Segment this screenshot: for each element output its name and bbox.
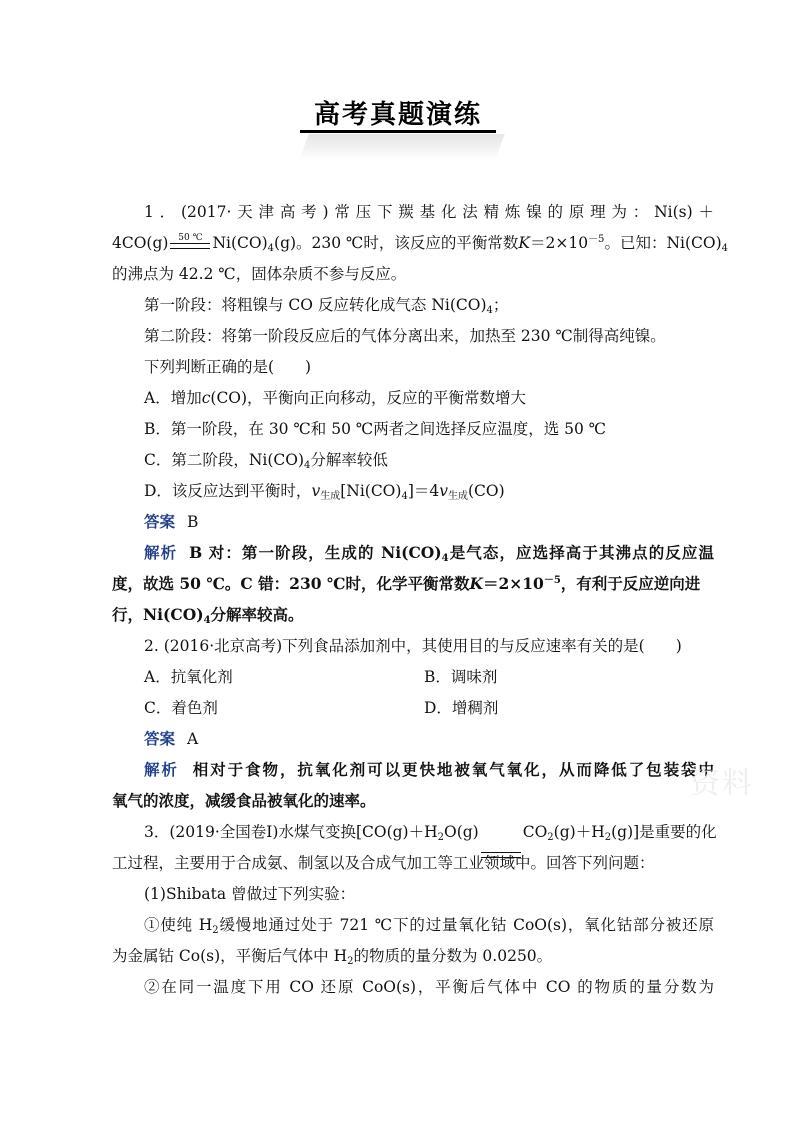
q3-line-4: ①使纯 $H_2$缓慢地通过处于 721 ℃下的过量氧化钴 CoO(s)，氧化钴部分被还原: [144, 916, 714, 936]
q1-answer: 答案 B: [144, 512, 199, 531]
q3-line-2: 工过程，主要用于合成氨、制氢以及合成气加工等工业领域中。回答下列问题：: [112, 854, 655, 872]
q1-option-d: D．该反应达到平衡时，$v_{生成}[Ni(CO)_4]=4v_{生成}(CO)$: [144, 482, 505, 502]
q1-option-b: B．第一阶段，在 30 ℃和 50 ℃两者之间选择反应温度，选 50 ℃: [144, 420, 607, 438]
q1-analysis-line-1: 解析 B 对：第一阶段，生成的 $Ni(CO)_4$是气态，应选择高于其沸点的反应温: [144, 543, 714, 564]
equilibrium-arrow: 50 ℃: [168, 228, 212, 261]
q2-analysis-line-2: 氧气的浓度，减缓食品被氧化的速率。: [112, 791, 376, 810]
page-header: [298, 88, 508, 168]
q1-option-a: A．增加c(CO)，平衡向正向移动，反应的平衡常数增大: [144, 389, 527, 407]
q2-analysis-line-1: 解析 相对于食物，抗氧化剂可以更快地被氧气氧化，从而降低了包装袋中: [144, 760, 714, 779]
q1-line-2: 4CO(g) $^{50 ℃}$ $Ni(CO)_4(g)$。230 ℃时，该反应的平衡常数$K=2\times 10^{-5}$。已知：$Ni(CO)_4$: [112, 228, 682, 258]
q1-line-1: 1．(2017·天津高考)常压下羰基化法精炼镍的原理为：Ni(s)＋: [144, 203, 714, 221]
q3-line-6: ②在同一温度下用 CO 还原 CoO(s)，平衡后气体中 CO 的物质的量分数为: [144, 978, 714, 996]
header-shadow: [299, 134, 504, 160]
q2-option-d: D．增稠剂: [424, 699, 499, 717]
header-underline: [300, 130, 496, 133]
q2-option-b: B．调味剂: [424, 668, 498, 686]
q1-option-c: C．第二阶段，$Ni(CO)_4$分解率较低: [144, 451, 388, 471]
q2-option-c: C．着色剂: [144, 699, 218, 717]
q1-analysis-line-3: 行，$Ni(CO)_4$分解率较高。: [112, 605, 304, 626]
q1-line-5: 第二阶段：将第一阶段反应后的气体分离出来，加热至 230 ℃制得高纯镍。: [144, 327, 666, 345]
watermark: 资料: [690, 766, 754, 801]
page-title: 高考真题演练: [313, 100, 482, 130]
q2-options-row-2: [112, 693, 714, 723]
q1-line-3: 的沸点为 42.2 ℃，固体杂质不参与反应。: [112, 265, 407, 283]
q1-analysis-line-2: 度，故选 50 ℃。C 错：230 ℃时，化学平衡常数$K=2\times 10^{-5}$，有利于反应逆向进: [112, 574, 701, 593]
q2-answer: 答案 A: [144, 729, 199, 748]
q3-line-3: (1)Shibata 曾做过下列实验：: [144, 885, 356, 903]
q2-option-a: A．抗氧化剂: [144, 668, 233, 686]
q2-options-row-1: [112, 662, 714, 692]
q3-line-5: 为金属钴 Co(s)，平衡后气体中 $H_2$的物质的量分数为 0.0250。: [112, 947, 553, 967]
q1-question: 下列判断正确的是( ): [144, 358, 312, 376]
q2-question: 2. (2016·北京高考)下列食品添加剂中，其使用目的与反应速率有关的是( ): [144, 637, 682, 655]
q3-line-1: 3．(2019·全国卷Ⅰ)水煤气变换[$CO(g)+H_2O(g)$ $CO_2(g)+H_2(g)$]是重要的化: [144, 823, 717, 843]
q1-line-4: 第一阶段：将粗镍与 CO 反应转化成气态 $Ni(CO)_4$；: [144, 296, 509, 316]
